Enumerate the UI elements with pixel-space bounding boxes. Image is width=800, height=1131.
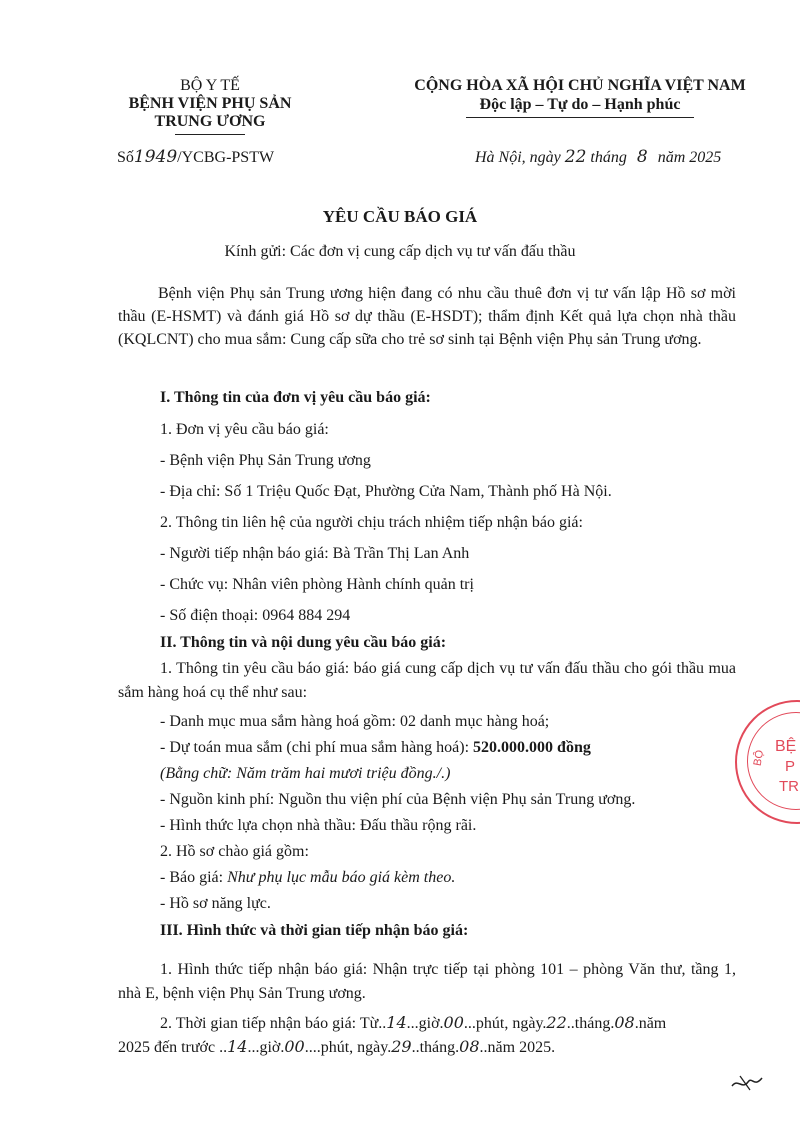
date-month: 8 bbox=[636, 147, 648, 167]
section2-p1-text: 1. Thông tin yêu cầu báo giá: báo giá cung cấp dịch vụ tư vấn đấu thầu cho gói thầu mua sắm hàng hoá cụ thể như sau: bbox=[118, 660, 736, 701]
time-hour2: 14 bbox=[227, 1037, 248, 1056]
time-year-label1: năm bbox=[638, 1015, 667, 1032]
date-year: năm 2025 bbox=[657, 149, 722, 166]
recipient-line: Kính gửi: Các đơn vị cung cấp dịch vụ tư vấn đấu thầu bbox=[224, 243, 576, 260]
section2-line5: - Hình thức lựa chọn nhà thầu: Đấu thầu rộng rãi. bbox=[160, 817, 477, 834]
date-day: 22 bbox=[564, 147, 587, 167]
time-day2: 29 bbox=[391, 1037, 412, 1056]
stamp-text-bottom: TR bbox=[779, 778, 799, 795]
section1-line3: - Địa chỉ: Số 1 Triệu Quốc Đạt, Phường Cửa Nam, Thành phố Hà Nội. bbox=[160, 483, 612, 500]
section3-p1-text: 1. Hình thức tiếp nhận báo giá: Nhận trực tiếp tại phòng 101 – phòng Văn thư, tầng 1, nhà E, bệnh viện Phụ Sản Trung ương. bbox=[118, 961, 736, 1002]
section2-line2 bbox=[160, 739, 591, 757]
time-month1: 08 bbox=[614, 1013, 635, 1032]
section1-line2: - Bệnh viện Phụ Sản Trung ương bbox=[160, 452, 371, 469]
quote-label: - Báo giá: bbox=[160, 869, 228, 886]
stamp-text-mid: P bbox=[785, 758, 796, 775]
section1-line7: - Số điện thoại: 0964 884 294 bbox=[160, 607, 351, 624]
header-left-underline bbox=[175, 134, 245, 135]
time-year-label2: năm 2025. bbox=[487, 1039, 556, 1056]
section2-line6: 2. Hồ sơ chào giá gồm: bbox=[160, 843, 309, 860]
time-min2: 00 bbox=[284, 1037, 305, 1056]
time-day1: 22 bbox=[546, 1013, 567, 1032]
section2-line3: (Bằng chữ: Năm trăm hai mươi triệu đồng./.) bbox=[160, 765, 451, 782]
section3-heading: III. Hình thức và thời gian tiếp nhận báo giá: bbox=[160, 922, 469, 939]
section1-heading: I. Thông tin của đơn vị yêu cầu báo giá: bbox=[160, 389, 431, 406]
section2-heading: II. Thông tin và nội dung yêu cầu báo giá: bbox=[160, 634, 447, 651]
time-min-label2: phút, ngày bbox=[320, 1039, 388, 1056]
section3-paragraph1 bbox=[118, 958, 736, 1006]
official-stamp bbox=[735, 700, 800, 824]
time-month-label2: tháng bbox=[419, 1039, 456, 1056]
national-motto: Độc lập – Tự do – Hạnh phúc bbox=[479, 96, 681, 113]
time-month2: 08 bbox=[459, 1037, 480, 1056]
stamp-text-side: BỘ bbox=[751, 749, 767, 767]
time-from-label: 2. Thời gian tiếp nhận báo giá: Từ bbox=[160, 1015, 379, 1032]
date-month-label: tháng bbox=[590, 149, 627, 166]
section1-line1: 1. Đơn vị yêu cầu báo giá: bbox=[160, 421, 329, 438]
intro-paragraph bbox=[118, 282, 736, 351]
number-prefix: Số bbox=[117, 149, 134, 166]
section3-time-line1: 2. Thời gian tiếp nhận báo giá: Từ..14...giờ.00...phút, ngày.22..tháng.08.năm bbox=[160, 1013, 667, 1032]
section3-time-line2: 2025 đến trước ..14...giờ.00....phút, ngày.29..tháng.08..năm 2025. bbox=[118, 1037, 556, 1056]
country-name: CỘNG HÒA XÃ HỘI CHỦ NGHĨA VIỆT NAM bbox=[414, 77, 746, 94]
hospital-name-line2: TRUNG ƯƠNG bbox=[154, 113, 266, 130]
motto-underline bbox=[466, 117, 694, 118]
document-number bbox=[117, 147, 274, 167]
time-min1: 00 bbox=[443, 1013, 464, 1032]
handwritten-initial-mark bbox=[728, 1070, 768, 1095]
section1-line4: 2. Thông tin liên hệ của người chịu trách nhiệm tiếp nhận báo giá: bbox=[160, 514, 583, 531]
document-title: YÊU CẦU BÁO GIÁ bbox=[322, 207, 478, 226]
number-handwritten: 1949 bbox=[133, 147, 178, 167]
quote-italic: Như phụ lục mẫu báo giá kèm theo. bbox=[227, 869, 456, 886]
time-month-label1: tháng bbox=[574, 1015, 611, 1032]
date-prefix: Hà Nội, ngày bbox=[475, 149, 561, 166]
estimate-label: - Dự toán mua sắm (chi phí mua sắm hàng hoá): bbox=[160, 739, 474, 756]
time-hour1: 14 bbox=[386, 1013, 407, 1032]
section1-line5: - Người tiếp nhận báo giá: Bà Trần Thị Lan Anh bbox=[160, 545, 470, 562]
section2-line7 bbox=[160, 869, 455, 887]
section2-line8: - Hồ sơ năng lực. bbox=[160, 895, 271, 912]
section2-line1: - Danh mục mua sắm hàng hoá gồm: 02 danh mục hàng hoá; bbox=[160, 713, 550, 730]
estimate-amount: 520.000.000 đồng bbox=[473, 739, 591, 756]
hospital-name-line1: BỆNH VIỆN PHỤ SẢN bbox=[128, 95, 292, 112]
section2-line4: - Nguồn kinh phí: Nguồn thu viện phí của Bệnh viện Phụ sản Trung ương. bbox=[160, 791, 636, 808]
time-min-label1: phút, ngày bbox=[475, 1015, 543, 1032]
number-suffix: /YCBG-PSTW bbox=[177, 149, 275, 166]
time-hour-label2: giờ bbox=[259, 1039, 281, 1056]
time-hour-label1: giờ bbox=[418, 1015, 440, 1032]
time-until-label: 2025 đến trước bbox=[118, 1039, 216, 1056]
stamp-text-top: BỆ bbox=[775, 738, 797, 755]
document-date bbox=[475, 147, 721, 167]
ministry-name: BỘ Y TẾ bbox=[180, 77, 240, 94]
section2-paragraph1 bbox=[118, 657, 736, 705]
intro-text: Bệnh viện Phụ sản Trung ương hiện đang có nhu cầu thuê đơn vị tư vấn lập Hồ sơ mời thầu (E-HSMT) và đánh giá Hồ sơ dự thầu (E-HSDT); thẩm định Kết quả lựa chọn nhà thầu (KQLCNT) cho mua sắm: Cung cấp sữa cho trẻ sơ sinh tại Bệnh viện Phụ sản Trung ương. bbox=[118, 285, 736, 348]
section1-line6: - Chức vụ: Nhân viên phòng Hành chính quản trị bbox=[160, 576, 474, 593]
